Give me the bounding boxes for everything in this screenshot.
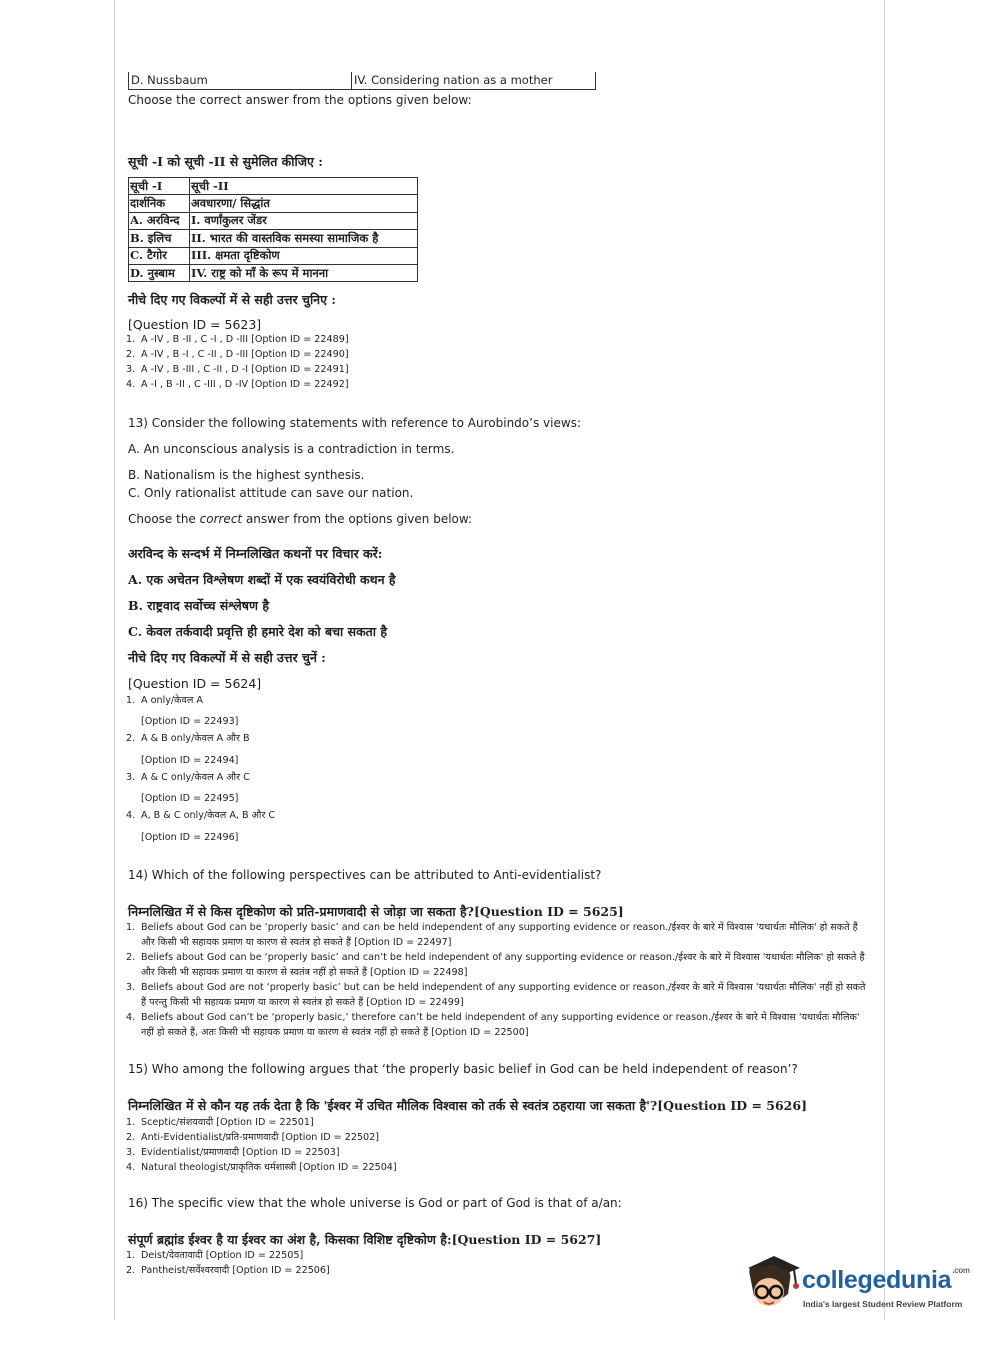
option-text: Beliefs about God can be ‘properly basic’ and can be held independent of any supporting evidence or reason./ईश्वर के बारे में विश्वास 'यथार्थतः मौलिक' हो सकते हैं और किसी भी सहायक प्रमाण या कारण से स्वतंत्र हो सकते हैं [Option ID = 22497] [141, 922, 858, 948]
question-title: 14) Which of the following perspectives can be attributed to Anti-evidentialist? [128, 868, 602, 882]
table-cell: II. भारत की वास्तविक समस्या सामाजिक है [190, 230, 418, 247]
option-item [126, 731, 250, 744]
table-row [129, 178, 418, 195]
choose-instruction-en [128, 512, 472, 526]
option-number: 4. [126, 1162, 136, 1173]
option-number: 2. [126, 952, 136, 963]
option-text: A, B & C only/केवल A, B और C [141, 810, 276, 821]
match-table-last-row-en [128, 72, 596, 90]
table-row [129, 195, 418, 212]
option-id: [Option ID = 22496] [141, 832, 239, 843]
option-number: 3. [126, 982, 136, 993]
row-left-cell: D. Nussbaum [131, 73, 208, 87]
option-item [126, 1130, 379, 1143]
brand-name [802, 1266, 970, 1295]
option-text: Natural theologist/प्राकृतिक धर्मशास्त्री [Option ID = 22504] [141, 1162, 397, 1173]
table-row [129, 212, 418, 229]
option-number: 1. [126, 1117, 136, 1128]
option-text: Beliefs about God are not ‘properly basic’ but can be held independent of any supporting evidence or reason./ईश्वर के बारे में विश्वास 'यथार्थतः मौलिक' नहीं हो सकते हैं परन्तु किसी भी सहायक प्रमाण या कारण से स्वतंत्र हो सकते हैं [Option ID = 22499] [141, 982, 866, 1008]
option-number: 3. [126, 1147, 136, 1158]
mascot-icon [742, 1250, 802, 1312]
option-text: A -IV , B -III , C -II , D -I [Option ID = 22491] [141, 364, 349, 375]
table-cell: B. इलिच [129, 230, 190, 247]
option-item [126, 808, 275, 821]
table-row [129, 247, 418, 264]
option-item [126, 950, 866, 980]
option-text: Anti-Evidentialist/प्रति-प्रमाणवादी [Option ID = 22502] [141, 1132, 380, 1143]
option-number: 1. [126, 922, 136, 933]
table-cell: IV. राष्ट्र को माँ के रूप में मानना [190, 264, 418, 281]
brand-text: collegedunia [802, 1266, 952, 1294]
option-number: 2. [126, 1132, 136, 1143]
option-text: Beliefs about God can’t be ‘properly basic,’ therefore can’t be held independent of any supporting evidence or reason./ईश्वर के बारे में विश्वास 'यथार्थतः मौलिक' नहीं हो सकते हैं, अतः किसी भी सहायक प्रमाण या कारण से स्वतंत्र नहीं हो सकते हैं [Option ID = 22500] [141, 1012, 860, 1038]
option-text: A & C only/केवल A और C [141, 772, 250, 783]
option-item [126, 920, 866, 950]
option-item [126, 693, 203, 706]
statement-c: C. Only rationalist attitude can save our nation. [128, 486, 414, 500]
table-cell: I. वर्णांकुलर जेंडर [190, 212, 418, 229]
table-cell: A. अरविन्द [129, 212, 190, 229]
question-id: [Question ID = 5623] [128, 317, 262, 332]
option-number: 1. [126, 1250, 136, 1261]
option-item [126, 1010, 866, 1040]
option-item [126, 1115, 314, 1128]
question-title: 15) Who among the following argues that ‘the properly basic belief in God can be held independent of reason’? [128, 1062, 798, 1076]
option-number: 1. [126, 695, 136, 706]
left-margin-line [114, 0, 115, 1320]
option-item [126, 334, 349, 345]
option-number: 4. [126, 810, 136, 821]
table-cell: सूची -I [129, 178, 190, 195]
option-text: A -I , B -II , C -III , D -IV [Option ID = 22492] [141, 379, 349, 390]
option-text: Evidentialist/प्रमाणवादी [Option ID = 22503] [141, 1147, 340, 1158]
option-item [126, 364, 349, 375]
table-row [129, 230, 418, 247]
collegedunia-logo [742, 1250, 972, 1320]
option-id: [Option ID = 22495] [141, 793, 239, 804]
table-cell: दार्शनिक [129, 195, 190, 212]
option-item [126, 1160, 397, 1173]
statement-a-hi: A. एक अचेतन विश्लेषण शब्दों में एक स्वयंविरोधी कथन है [128, 572, 396, 587]
option-number: 3. [126, 772, 136, 783]
option-number: 1. [126, 334, 136, 345]
option-number: 2. [126, 349, 136, 360]
option-item [126, 1145, 340, 1158]
question-title: 13) Consider the following statements with reference to Aurobindo’s views: [128, 416, 581, 430]
table-row [129, 264, 418, 281]
statement-b-hi: B. राष्ट्रवाद सर्वोच्च संश्लेषण है [128, 598, 270, 613]
choose-instruction-hi: नीचे दिए गए विकल्पों में से सही उत्तर चुनिए : [128, 292, 336, 307]
option-text: A only/केवल A [141, 695, 203, 706]
option-text: Beliefs about God can be ‘properly basic’ and can’t be held independent of any supporting evidence or reason./ईश्वर के बारे में विश्वास 'यथार्थतः मौलिक' हो सकते हैं और किसी भी सहायक प्रमाण या कारण से स्वतंत्र नहीं हो सकते हैं [Option ID = 22498] [141, 952, 865, 978]
question-title-hi: अरविन्द के सन्दर्भ में निम्नलिखित कथनों पर विचार करें: [128, 546, 383, 561]
table-cell: सूची -II [190, 178, 418, 195]
option-item [126, 770, 250, 783]
match-table-hi [128, 177, 418, 282]
table-cell: III. क्षमता दृष्टिकोण [190, 247, 418, 264]
option-id: [Option ID = 22494] [141, 755, 239, 766]
choose-instruction-en: Choose the correct answer from the options given below: [128, 93, 472, 107]
option-number: 4. [126, 1012, 136, 1023]
option-number: 2. [126, 1265, 136, 1276]
question-title-hi: निम्नलिखित में से कौन यह तर्क देता है कि 'ईश्वर में उचित मौलिक विश्वास को तर्क से स्वतंत्र ठहराया जा सकता है'?[Question ID = 5626] [128, 1098, 807, 1113]
option-number: 2. [126, 733, 136, 744]
match-title-hi: सूची -I को सूची -II से सुमेलित कीजिए : [128, 154, 323, 169]
question-title-hi: संपूर्ण ब्रह्मांड ईश्वर है या ईश्वर का अंश है, किसका विशिष्ट दृष्टिकोण है:[Question ID = 5627] [128, 1232, 602, 1247]
option-text: A -IV , B -II , C -I , D -III [Option ID = 22489] [141, 334, 349, 345]
option-text: A -IV , B -I , C -II , D -III [Option ID = 22490] [141, 349, 349, 360]
statement-a: A. An unconscious analysis is a contradiction in terms. [128, 442, 455, 456]
option-item [126, 1248, 303, 1261]
option-text: A & B only/केवल A और B [141, 733, 250, 744]
option-item [126, 980, 866, 1010]
right-margin-line [884, 0, 885, 1320]
choose-emphasis: correct [199, 512, 243, 526]
option-number: 4. [126, 379, 136, 390]
option-text: Deist/देवतावादी [Option ID = 22505] [141, 1250, 304, 1261]
question-title: 16) The specific view that the whole universe is God or part of God is that of a/an: [128, 1196, 622, 1210]
question-id: [Question ID = 5624] [128, 676, 262, 691]
row-right-cell: IV. Considering nation as a mother [354, 73, 553, 87]
table-cell: अवधारणा/ सिद्धांत [190, 195, 418, 212]
statement-b: B. Nationalism is the highest synthesis. [128, 468, 365, 482]
option-text: Sceptic/संशयवादी [Option ID = 22501] [141, 1117, 314, 1128]
table-cell: C. टैगोर [129, 247, 190, 264]
cell-divider [351, 72, 352, 89]
option-text: Pantheist/सर्वेश्वरवादी [Option ID = 22506] [141, 1265, 330, 1276]
choose-instruction-hi: नीचे दिए गए विकल्पों में से सही उत्तर चुनें : [128, 650, 326, 665]
choose-post: answer from the options given below: [242, 512, 473, 526]
brand-suffix: .com [952, 1266, 970, 1275]
option-number: 3. [126, 364, 136, 375]
statement-c-hi: C. केवल तर्कवादी प्रवृत्ति ही हमारे देश को बचा सकता है [128, 624, 388, 639]
question-title-hi: निम्नलिखित में से किस दृष्टिकोण को प्रति-प्रमाणवादी से जोड़ा जा सकता है?[Question ID = 5625] [128, 904, 624, 919]
option-item [126, 379, 349, 390]
option-item [126, 1263, 330, 1276]
choose-pre: Choose the [128, 512, 200, 526]
brand-tagline: India's largest Student Review Platform [803, 1299, 963, 1309]
table-cell: D. नुस्बाम [129, 264, 190, 281]
option-id: [Option ID = 22493] [141, 716, 239, 727]
option-item [126, 349, 349, 360]
